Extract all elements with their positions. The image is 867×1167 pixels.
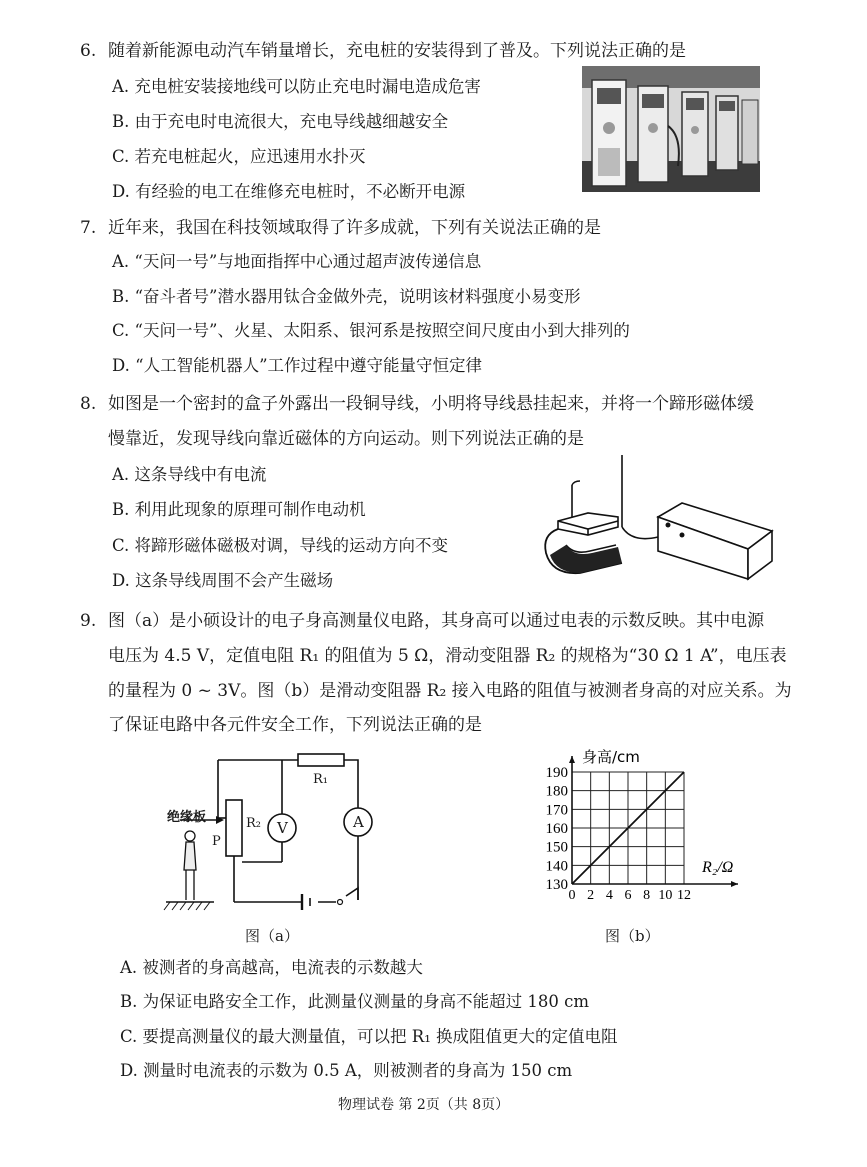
- q9-stem-line1: 图（a）是小硕设计的电子身高测量仪电路，其身高可以通过电表的示数反映。其中电源: [108, 611, 765, 631]
- q9-option-a: A. 被测者的身高越高，电流表的示数越大: [120, 958, 423, 977]
- r1-resistor: [298, 754, 344, 766]
- y-tick-label: 140: [545, 858, 568, 875]
- x-tick-label: 4: [605, 888, 613, 903]
- page-footer: 物理试卷 第 2页（共 8页）: [338, 1097, 510, 1113]
- q9-option-d: D. 测量时电流表的示数为 0.5 A，则被测者的身高为 150 cm: [120, 1061, 573, 1080]
- q9-stem-line4: 了保证电路中各元件安全工作，下列说法正确的是: [108, 715, 482, 735]
- q6-number: 6.: [80, 41, 97, 61]
- q8-option-b: B. 利用此现象的原理可制作电动机: [112, 500, 366, 519]
- person-figure: [184, 831, 196, 900]
- q7-option-a: A. “天问一号”与地面指挥中心通过超声波传递信息: [112, 252, 482, 271]
- q6-stem: 随着新能源电动汽车销量增长，充电桩的安装得到了普及。下列说法正确的是: [108, 41, 686, 61]
- x-axis-label: R₂/Ω: [702, 859, 734, 876]
- wire-top-left: [572, 481, 580, 485]
- q7-option-c: C. “天问一号”、火星、太阳系、银河系是按照空间尺度由小到大排列的: [112, 321, 630, 340]
- q6-option-c: C. 若充电桩起火，应迅速用水扑灭: [112, 147, 366, 166]
- y-tick-label: 180: [545, 783, 568, 800]
- q9-option-c: C. 要提高测量仪的最大测量值，可以把 R₁ 换成阻值更大的定值电阻: [120, 1027, 618, 1046]
- q7-option-b: B. “奋斗者号”潜水器用钛合金做外壳，说明该材料强度小易变形: [112, 287, 581, 306]
- slider-p-label: P: [212, 834, 221, 849]
- x-tick-label: 0: [568, 888, 576, 903]
- q6-option-a: A. 充电桩安装接地线可以防止充电时漏电造成危害: [112, 77, 481, 96]
- charging-pile-4: [716, 96, 758, 170]
- x-tick-label: 10: [658, 888, 673, 903]
- y-axis-label: 身高/cm: [582, 748, 640, 766]
- q8-option-c: C. 将蹄形磁体磁极对调，导线的运动方向不变: [112, 536, 449, 555]
- q7-number: 7.: [80, 218, 97, 238]
- q8-number: 8.: [80, 394, 97, 414]
- q6-option-d: D. 有经验的电工在维修充电桩时，不必断开电源: [112, 182, 466, 201]
- q8-stem-line2: 慢靠近，发现导线向靠近磁体的方向运动。则下列说法正确的是: [108, 429, 584, 449]
- q9-option-b: B. 为保证电路安全工作，此测量仪测量的身高不能超过 180 cm: [120, 992, 589, 1011]
- y-tick-label: 130: [545, 877, 568, 893]
- q7-stem: 近年来，我国在科技领域取得了许多成就，下列有关说法正确的是: [108, 218, 601, 238]
- q8-option-d: D. 这条导线周围不会产生磁场: [112, 571, 334, 590]
- q8-stem-line1: 如图是一个密封的盒子外露出一段铜导线，小明将导线悬挂起来，并将一个蹄形磁体缓: [108, 394, 754, 414]
- q9-stem-line2: 电压为 4.5 V，定值电阻 R₁ 的阻值为 5 Ω，滑动变阻器 R₂ 的规格为“30 Ω 1 A”，电压表: [108, 646, 787, 666]
- q7-option-d: D. “人工智能机器人”工作过程中遵守能量守恒定律: [112, 356, 483, 375]
- y-tick-label: 190: [545, 765, 568, 781]
- x-tick-label: 8: [643, 888, 651, 903]
- voltmeter-label: V: [277, 819, 288, 837]
- y-tick-label: 150: [545, 839, 568, 856]
- charging-pile-1: [592, 80, 626, 186]
- q8-option-a: A. 这条导线中有电流: [112, 465, 267, 484]
- r2-label: R₂: [246, 816, 261, 831]
- charging-pile-3: [682, 92, 708, 176]
- charging-station-photo: [582, 66, 760, 192]
- y-tick-label: 170: [545, 802, 568, 819]
- r2-resistor: [226, 800, 242, 856]
- q9-number: 9.: [80, 611, 97, 631]
- magnet-dark-face: [550, 545, 622, 573]
- x-axis-arrow: [731, 881, 738, 887]
- figure-a-caption: 图（a）: [245, 927, 299, 945]
- height-resistance-chart: [530, 740, 770, 910]
- y-tick-label: 160: [545, 821, 568, 837]
- x-tick-label: 6: [624, 888, 632, 903]
- q6-option-b: B. 由于充电时电流很大，充电导线越细越安全: [112, 112, 449, 131]
- r1-label: R₁: [313, 772, 328, 787]
- x-tick-label: 12: [677, 888, 691, 903]
- q9-stem-line3: 的量程为 0 ~ 3V。图（b）是滑动变阻器 R₂ 接入电路的阻值与被测者身高的对应关系。为: [108, 681, 792, 701]
- x-tick-label: 2: [587, 888, 595, 903]
- sealed-box: [658, 503, 772, 579]
- magnet-box-figure: [540, 455, 775, 590]
- ammeter-label: A: [353, 813, 364, 831]
- figure-b-caption: 图（b）: [605, 927, 660, 945]
- y-axis-arrow: [569, 756, 575, 763]
- insulating-board-label: 绝缘板: [167, 810, 207, 825]
